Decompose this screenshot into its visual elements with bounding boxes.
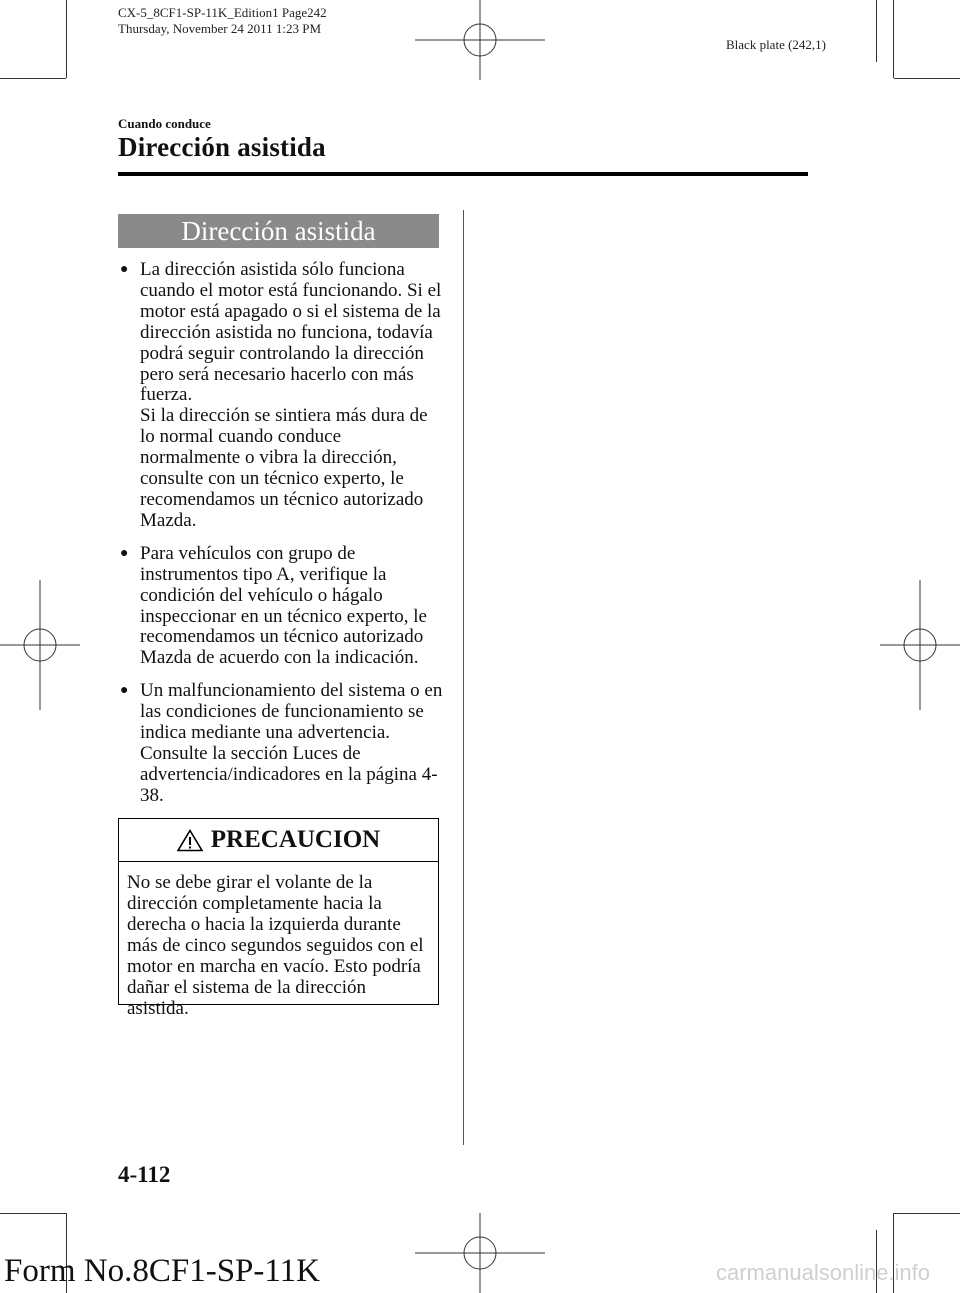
crop-mark [0, 1213, 66, 1214]
caution-heading: PRECAUCION [210, 826, 381, 853]
bullet-dot-icon: ● [120, 683, 129, 699]
crop-mark [893, 0, 894, 78]
caution-text: No se debe girar el volante de la dirección completamente hacia la derecha o hacia la izquierda durante más de cinco segundos seguidos con el motor en marcha en vacío. Esto podría dañar el sistema de la dirección asistida. [127, 872, 424, 1019]
crop-mark [894, 78, 960, 79]
section-banner: Dirección asistida [118, 214, 439, 248]
bullet-paragraph: Un malfuncionamiento del sistema o en las condiciones de funcionamiento se indica mediante una advertencia. Consulte la sección Luces de advertencia/indicadores en la página 4-38. [140, 680, 443, 806]
bullet-paragraph: Para vehículos con grupo de instrumentos tipo A, verifique la condición del vehículo o hágalo inspeccionar en un técnico experto, le recomendamos un técnico autorizado Mazda de acuerdo con la indicación. [140, 542, 427, 669]
registration-target-icon [415, 1213, 545, 1293]
watermark: carmanualsonline.info [716, 1260, 931, 1285]
warning-triangle-icon [177, 829, 203, 852]
list-item [118, 260, 444, 532]
page-title: Dirección asistida [118, 132, 326, 162]
print-file-line: CX-5_8CF1-SP-11K_Edition1 Page242 [118, 5, 327, 20]
print-date-line: Thursday, November 24 2011 1:23 PM [118, 21, 322, 36]
bullet-dot-icon: ● [120, 262, 129, 277]
crop-mark [876, 0, 877, 62]
form-number: Form No.8CF1-SP-11K [4, 1253, 320, 1289]
registration-target-icon [0, 580, 80, 710]
header-rule [118, 172, 808, 176]
caution-box [118, 818, 439, 1019]
registration-target-icon [415, 0, 545, 80]
list-item [118, 544, 444, 669]
caution-header [119, 819, 438, 862]
registration-target-icon [880, 580, 960, 710]
crop-mark [894, 1213, 960, 1214]
section-label: Cuando conduce [118, 116, 211, 131]
plate-label: Black plate (242,1) [726, 37, 826, 52]
bullet-paragraph: La dirección asistida sólo funciona cuando el motor está funcionando. Si el motor está apagado o si el sistema de la dirección asistida no funciona, todavía podrá seguir controlando la dirección pero será necesario hacerlo con más fuerza. [140, 259, 442, 406]
crop-mark [0, 78, 66, 79]
bullet-dot-icon: ● [120, 545, 129, 561]
bullet-paragraph: Si la dirección se sintiera más dura de lo normal cuando conduce normalmente o vibra la dirección, consulte con un técnico experto, le recomendamos un técnico autorizado Mazda. [140, 405, 428, 531]
column-divider [463, 210, 464, 1145]
list-item [118, 681, 444, 806]
bullet-list [118, 260, 444, 819]
page-number: 4-112 [118, 1162, 171, 1187]
crop-mark [66, 0, 67, 78]
